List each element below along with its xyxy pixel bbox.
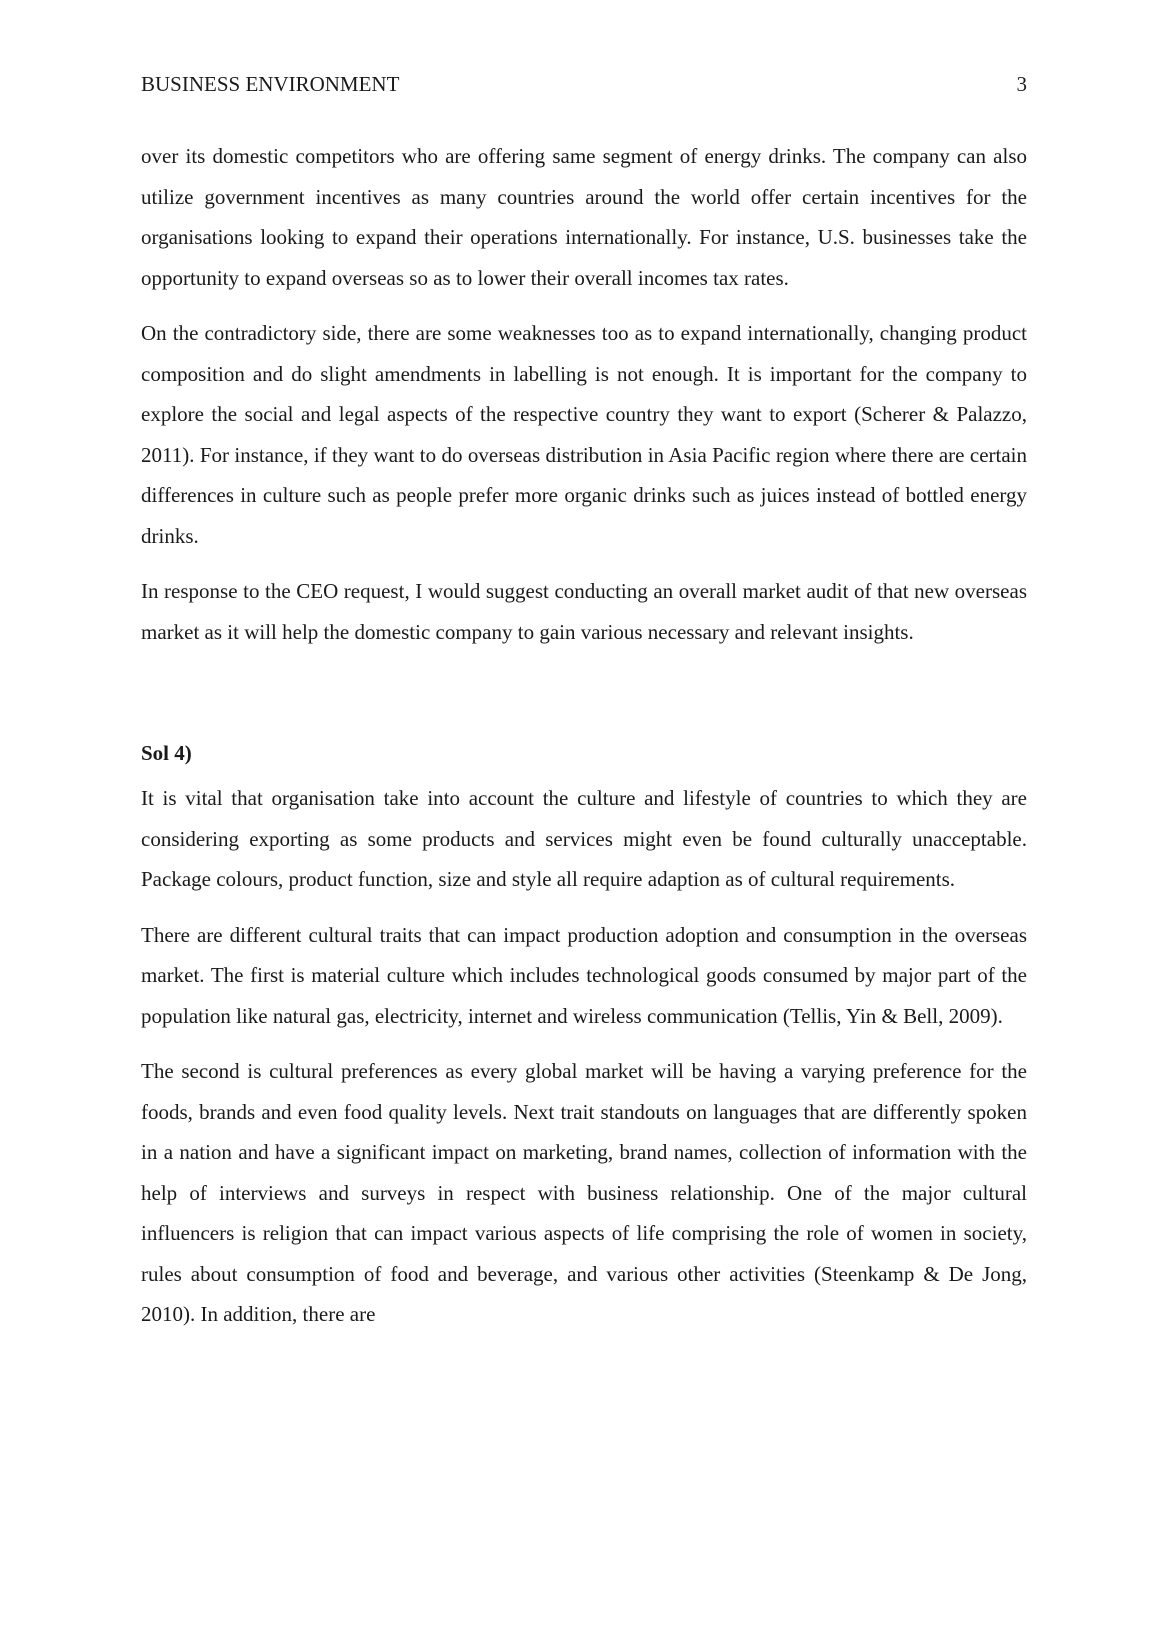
paragraph: In response to the CEO request, I would suggest conducting an overall market audit of that new overseas market as it will help the domestic company to gain various necessary and relevant insights. <box>141 579 1027 644</box>
paragraph: There are different cultural traits that can impact production adoption and consumption in the overseas market. The first is material culture which includes technological goods consumed by major part of the population like natural gas, electricity, internet and wireless communication (Tellis, Yin & Bell, 2009). <box>141 922 1027 1028</box>
section-heading: Sol 4) <box>141 741 192 765</box>
running-header <box>141 70 1027 98</box>
page-number: 3 <box>1016 72 1027 96</box>
section-spacer <box>141 667 1027 733</box>
paragraph: over its domestic competitors who are offering same segment of energy drinks. The company can also utilize government incentives as many countries around the world offer certain incentives for the organisations looking to expand their operations internationally. For instance, U.S. businesses take the opportunity to expand overseas so as to lower their overall incomes tax rates. <box>141 144 1027 290</box>
paragraph: On the contradictory side, there are some weaknesses too as to expand internationally, changing product composition and do slight amendments in labelling is not enough. It is important for the company to explore the social and legal aspects of the respective country they want to export (Scherer & Palazzo, 2011). For instance, if they want to do overseas distribution in Asia Pacific region where there are certain differences in culture such as people prefer more organic drinks such as juices instead of bottled energy drinks. <box>141 321 1027 548</box>
header-title: BUSINESS ENVIRONMENT <box>141 72 400 96</box>
paragraph: The second is cultural preferences as every global market will be having a varying preference for the foods, brands and even food quality levels. Next trait standouts on languages that are differently spoken in a nation and have a significant impact on marketing, brand names, collection of information with the help of interviews and surveys in respect with business relationship. One of the major cultural influencers is religion that can impact various aspects of life comprising the role of women in society, rules about consumption of food and beverage, and various other activities (Steenkamp & De Jong, 2010). In addition, there are <box>141 1059 1027 1326</box>
document-body <box>141 136 1027 1350</box>
paragraph: It is vital that organisation take into account the culture and lifestyle of countries to which they are considering exporting as some products and services might even be found culturally unacceptable. Package colours, product function, size and style all require adaption as of cultural requirements. <box>141 786 1027 891</box>
